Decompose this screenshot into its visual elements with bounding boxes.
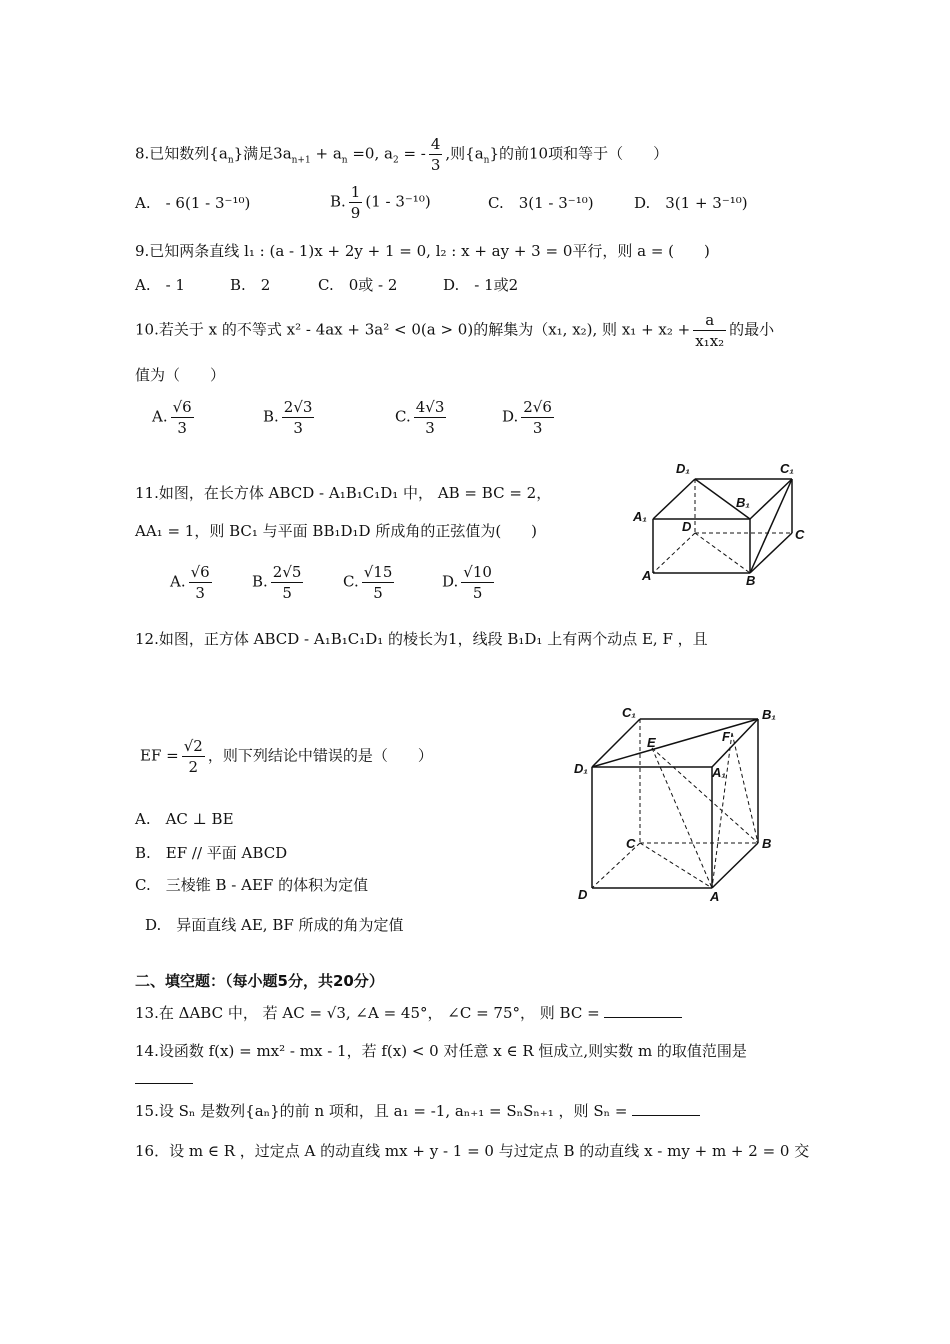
q11-label-a: A	[642, 568, 652, 583]
q8-option-b: B. $\frac{1}{9}$ (1 - 3⁻¹⁰)	[330, 183, 431, 222]
q10-option-d: D. $\frac{2√6}{3}$	[502, 398, 552, 437]
q11-label-b: B	[746, 573, 756, 588]
q12-option-a: A. AC ⊥ BE	[135, 810, 234, 828]
q14-answer-blank-line	[135, 1068, 193, 1090]
q11-label-d1: D₁	[676, 461, 690, 476]
q11-label-a1: A₁	[633, 509, 647, 524]
q11-label-c1: C₁	[780, 461, 794, 476]
q12-label-b1: B₁	[762, 707, 776, 722]
q11-label-b1: B₁	[736, 495, 750, 510]
q11-line1: 11.如图，在长方体 ABCD - A₁B₁C₁D₁ 中， AB = BC = 2，	[135, 484, 552, 502]
q15-answer-blank	[632, 1101, 700, 1116]
q11-line2: AA₁ = 1，则 BC₁ 与平面 BB₁D₁D 所成角的正弦值为( )	[135, 522, 538, 540]
q10-stem-cont: 值为（ ）	[135, 366, 226, 384]
q13-answer-blank	[604, 1003, 682, 1018]
q8-option-a: A. - 6(1 - 3⁻¹⁰)	[135, 194, 251, 212]
q11-cuboid-figure	[630, 455, 815, 590]
q12-label-c1: C₁	[622, 705, 636, 720]
q10-stem: 10.若关于 x 的不等式 x² - 4ax + 3a² < 0(a > 0)的解集为（x₁, x₂), 则 x₁ + x₂ + $\frac{a}{\text{x₁x₂}}$ 的最小	[135, 311, 775, 350]
q9-option-d: D. - 1或2	[443, 276, 519, 294]
q12-line1: 12.如图，正方体 ABCD - A₁B₁C₁D₁ 的棱长为1，线段 B₁D₁ 上有两个动点 E, F ，且	[135, 630, 708, 648]
q14: 14.设函数 f(x) = mx² - mx - 1，若 f(x) < 0 对任意 x ∈ R 恒成立,则实数 m 的取值范围是	[135, 1042, 747, 1060]
q9-option-c: C. 0或 - 2	[318, 276, 398, 294]
q11-label-c: C	[795, 527, 805, 542]
q9-option-b: B. 2	[230, 276, 271, 294]
q9-option-a: A. - 1	[135, 276, 185, 294]
q12-label-a: A	[710, 889, 720, 904]
q12-label-d: D	[578, 887, 588, 902]
q12-label-d1: D₁	[574, 761, 588, 776]
q10-option-c: C. $\frac{4√3}{3}$	[395, 398, 445, 437]
q12-label-f: F	[722, 729, 730, 744]
q8-option-d: D. 3(1 + 3⁻¹⁰)	[634, 194, 748, 212]
q12-ef: EF = $\frac{√2}{2}$ ，则下列结论中错误的是（ ）	[140, 737, 433, 776]
q12-label-c: C	[626, 836, 636, 851]
q12-option-d: D. 异面直线 AE, BF 所成的角为定值	[145, 916, 404, 934]
q12-option-c: C. 三棱锥 B - AEF 的体积为定值	[135, 876, 369, 894]
q11-label-d: D	[682, 519, 692, 534]
q11-option-d: D. $\frac{√10}{5}$	[442, 563, 492, 602]
q14-answer-blank	[135, 1069, 193, 1084]
q10-option-a: A. $\frac{√6}{3}$	[152, 398, 192, 437]
q11-option-a: A. $\frac{√6}{3}$	[170, 563, 210, 602]
q11-option-c: C. $\frac{√15}{5}$	[343, 563, 393, 602]
q8-option-c: C. 3(1 - 3⁻¹⁰)	[488, 194, 594, 212]
q16: 16．设 m ∈ R ，过定点 A 的动直线 mx + y - 1 = 0 与过定点 B 的动直线 x - my + m + 2 = 0 交	[135, 1142, 810, 1160]
q12-option-b: B. EF // 平面 ABCD	[135, 844, 288, 862]
q11-option-b: B. $\frac{2√5}{5}$	[252, 563, 302, 602]
section-fill-in-title: 二、填空题：（每小题5分，共20分）	[135, 972, 384, 990]
q13: 13.在 ΔABC 中， 若 AC = √3, ∠A = 45°， ∠C = 75°， 则 BC =	[135, 1002, 682, 1024]
q12-label-e: E	[647, 735, 656, 750]
q10-option-b: B. $\frac{2√3}{3}$	[263, 398, 313, 437]
q12-label-a1: A₁	[712, 765, 726, 780]
q8-stem: 8.已知数列$\{a_n\}$满足$3a_{n+1} + a_n =0$, $a_2$ = - $\frac{4}{3}$ ,则$\{a_n\}$的前10项和等于（ ）	[135, 135, 669, 174]
q12-label-b: B	[762, 836, 772, 851]
q15: 15.设 Sₙ 是数列{aₙ}的前 n 项和，且 a₁ = -1, aₙ₊₁ = SₙSₙ₊₁ ，则 Sₙ =	[135, 1100, 700, 1122]
q9-stem: 9.已知两条直线 l₁ : (a - 1)x + 2y + 1 = 0, l₂ : x + ay + 3 = 0平行，则 a = ( )	[135, 242, 710, 260]
q8-fraction: $\frac{4}{3}$	[430, 135, 441, 174]
q12-cube-figure	[572, 705, 784, 905]
